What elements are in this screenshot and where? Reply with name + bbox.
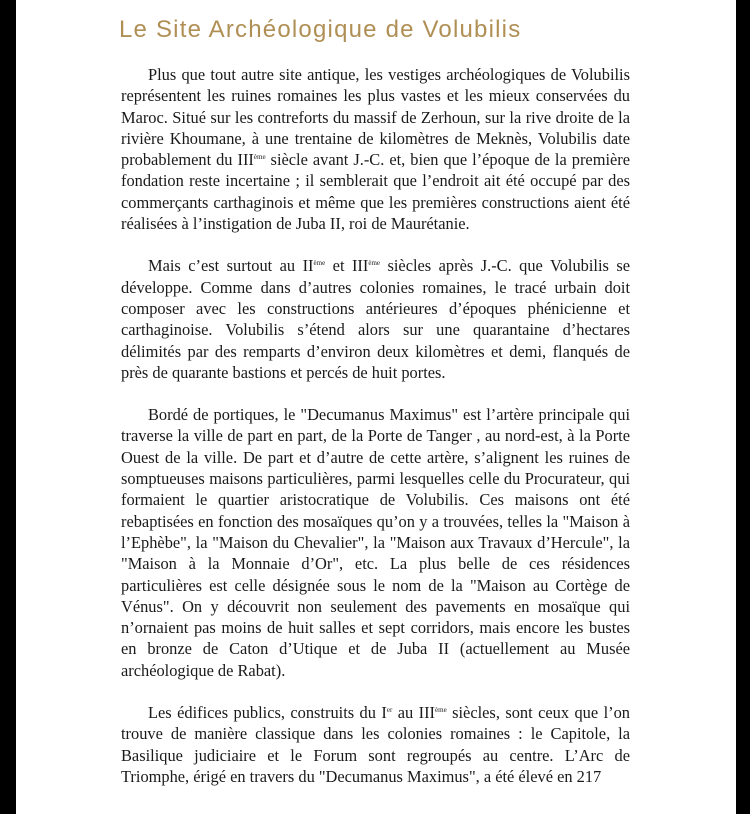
paragraph-1 bbox=[121, 64, 630, 234]
superscript: ème bbox=[368, 259, 381, 268]
text-span: siècles après J.-C. que Volubilis se développe. Comme dans d’autres colonies romaines, le tracé urbain doit composer avec les constructions antérieures d’époques phénicienne et carthaginoise. Volubilis s’étend alors sur une quarantaine d’hectares délimités par des remparts d’environ deux kilomètres et demi, flanqués de près de quarante bastions et percés de huit portes. bbox=[121, 256, 631, 382]
text-span: au III bbox=[392, 703, 436, 723]
superscript: ème bbox=[313, 259, 326, 268]
superscript: er bbox=[386, 706, 393, 715]
text-span: siècles, sont ceux que l’on trouve de manière classique dans les colonies romaines : le Capitole, la Basilique judiciaire et le Forum sont regroupés au centre. L’Arc de Triomphe, érigé en travers du "Decumanus Maximus", a été élevé en 217 bbox=[121, 703, 630, 786]
superscript: ème bbox=[253, 153, 266, 162]
page-title: Le Site Archéologique de Volubilis bbox=[119, 16, 522, 43]
text-span: et III bbox=[325, 256, 369, 276]
paragraph-3 bbox=[121, 404, 630, 681]
text-span: siècle avant J.-C. et, bien que l’époque de la première fondation reste incertaine ; il semblerait que l’endroit ait été occupé par des commerçants carthaginois et même que les premières constructions aient été réalisées à l’instigation de Juba II, roi de Maurétanie. bbox=[121, 150, 630, 234]
text-span: Mais c’est surtout au II bbox=[148, 256, 314, 276]
document-page bbox=[16, 0, 736, 814]
superscript: ème bbox=[435, 706, 447, 715]
text-span: Plus que tout autre site antique, les vestiges archéologiques de Volubilis représentent les ruines romaines les plus vastes et les mieux conservées du Maroc. Situé sur les contreforts du massif de Zerhoun, sur la rive droite de la rivière Khoumane, à une trentaine de kilomètres de Meknès, Volubilis date probablement du III bbox=[121, 65, 630, 170]
text-span: Les édifices publics, construits du I bbox=[148, 703, 387, 723]
article-body bbox=[121, 64, 630, 808]
text-span: Bordé de portiques, le "Decumanus Maximus" est l’artère principale qui traverse la ville de part en part, de la Porte de Tanger , au nord-est, à la Porte Ouest de la ville. De part et d’autre de cette artère, s’alignent les ruines de somptueuses maisons particulières, parmi lesquelles celle du Procurateur, qui formaient le quartier aristocratique de Volubilis. Ces maisons ont été rebaptisées en fonction des mosaïques qu’on y a trouvées, telles la "Maison à l’Ephèbe", la "Maison du Chevalier", la "Maison aux Travaux d’Hercule", la "Maison à la Monnaie d’Or", etc. La plus belle de ces résidences particulières est celle désignée sous le nom de la "Maison au Cortège de Vénus". On y découvrit non seulement des pavements en mosaïque qui n’ornaient pas moins de huit salles et sept corridors, mais encore les bustes en bronze de Caton d’Utique et de Juba II (actuellement au Musée archéologique de Rabat). bbox=[121, 405, 630, 680]
paragraph-2 bbox=[121, 255, 630, 383]
paragraph-4 bbox=[121, 702, 630, 787]
